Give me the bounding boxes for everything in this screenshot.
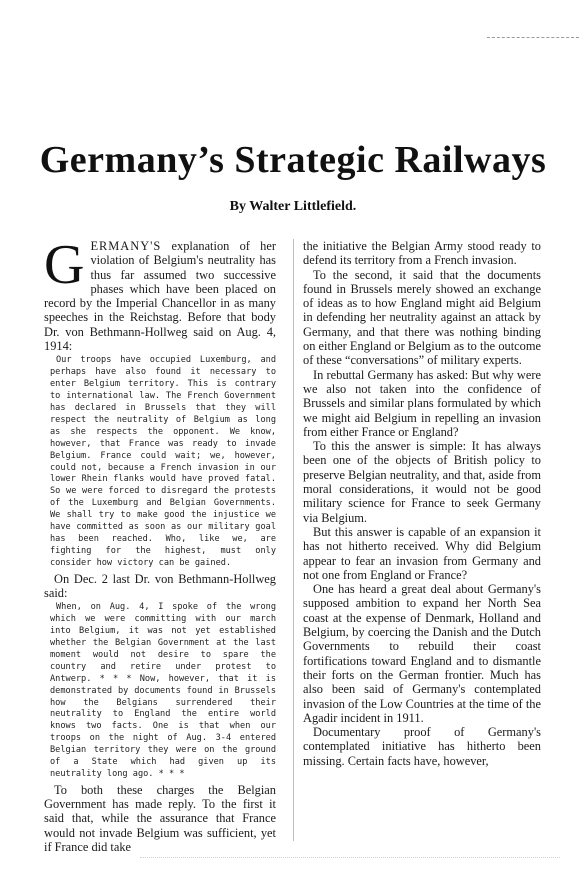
article-title: Germany’s Strategic Railways bbox=[39, 139, 547, 181]
top-rule bbox=[487, 37, 579, 38]
paragraph-dec-2: On Dec. 2 last Dr. von Bethmann-Hollweg said: bbox=[44, 571, 276, 600]
paragraph-answer: To this the answer is simple: It has always been one of the objects of British policy to preserve Belgian neutrality, and that, aside from moral considerations, it would not be good military science for France to seek Germany via Belgium. bbox=[303, 439, 541, 525]
left-column bbox=[44, 234, 276, 855]
paragraph-north-sea: One has heard a great deal about Germany's supposed ambition to expand her North Sea coast at the expense of Denmark, Holland and Belgium, by coercing the Danish and the Dutch Governments to rebuild their coast fortifications toward England and to dismantle their forts on the German frontier. Much has also been said of Germany's contemplated invasion of the Low Countries at the time of the Agadir incident in 1911. bbox=[303, 582, 541, 725]
quote-dec-2: When, on Aug. 4, I spoke of the wrong which we were committing with our march into Belgium, it was not yet established whether the Belgian Government at the last moment would not desire to spare the country and retire under protest to Antwerp. * * * Now, however, that it is demonstrated by documents found in Brussels how the Belgians surrendered their neutrality to England the entire world knows two facts. One is that when our troops on the night of Aug. 3-4 entered Belgian territory they were on the ground of a State which had given up its neutrality long ago. * * * bbox=[50, 602, 276, 779]
column-divider bbox=[293, 239, 294, 841]
paragraph-continuation: the initiative the Belgian Army stood ready to defend its territory from a French invasion. bbox=[303, 239, 541, 268]
article-byline: By Walter Littlefield. bbox=[229, 199, 357, 214]
drop-cap: G bbox=[44, 234, 85, 296]
quote-aug-4: Our troops have occupied Luxemburg, and perhaps have also found it necessary to enter Belgium territory. This is contrary to international law. The French Government has declared in Brussels that they will respect the neutrality of Belgium as long as she respects the opponent. We know, however, that France was ready to invade Belgium. France could wait; we, however, could not, because a French invasion in our lower Rhein flanks would have proved fatal. So we were forced to disregard the protests of the Luxemburg and Belgian Governments. We shall try to make good the injustice we have committed as soon as our military goal has been reached. Who, like we, are fighting for the highest, must only consider how victory can be gained. bbox=[50, 355, 276, 568]
paragraph-rebuttal: In rebuttal Germany has asked: But why were we also not taken into the confidence of Brussels and similar plans formulated by which we might aid Belgium in repelling an invasion from either France or England? bbox=[303, 367, 541, 439]
paragraph-documentary-proof: Documentary proof of Germany's contemplated initiative has hitherto been missing. Certain facts have, however, bbox=[303, 725, 541, 768]
lead-caps: ERMANY'S bbox=[90, 239, 162, 253]
bottom-rule bbox=[140, 857, 560, 858]
right-column bbox=[303, 239, 541, 768]
paragraph-intro bbox=[44, 234, 276, 354]
paragraph-second-charge: To the second, it said that the documents found in Brussels merely showed an exchange of ideas as to how England might aid Belgium in defending her neutrality against an attack by Germany, and that there was nothing binding on either England or Belgium as to the outcome of these “conversations” of military experts. bbox=[303, 267, 541, 368]
paragraph-expansion: But this answer is capable of an expansion it has not hitherto received. Why did Belgium appear to fear an invasion from Germany and not one from England or France? bbox=[303, 524, 541, 582]
paragraph-intro-text: explanation of her violation of Belgium's neutrality has thus far assumed two successive phases which have been placed on record by the Imperial Chancellor in as many speeches in the Reichstag. Before that body Dr. von Bethmann-Hollweg said on Aug. 4, 1914: bbox=[44, 239, 276, 354]
paragraph-belgian-reply: To both these charges the Belgian Government has made reply. To the first it said that, while the assurance that France would not invade Belgium was sufficient, yet if France did take bbox=[44, 782, 276, 855]
